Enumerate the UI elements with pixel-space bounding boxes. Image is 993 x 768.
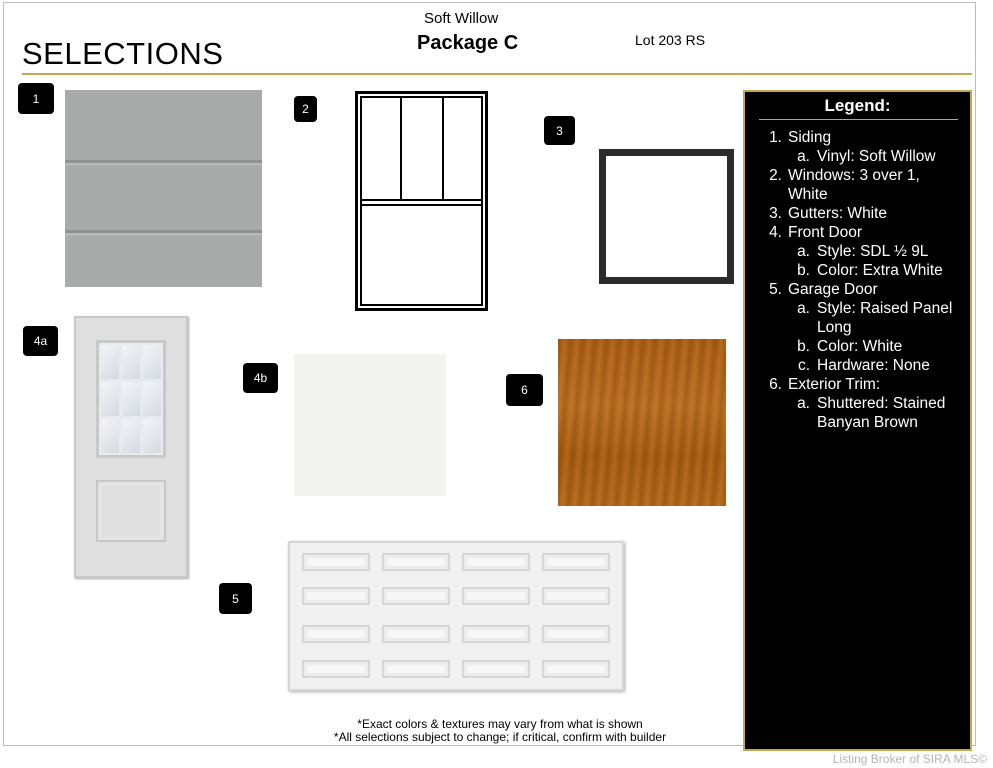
package-name: Package C xyxy=(417,32,519,54)
badge-2: 2 xyxy=(294,96,317,122)
legend-item xyxy=(745,166,970,185)
legend-item-text: Vinyl: Soft Willow xyxy=(817,148,936,165)
legend-item-text: Shuttered: Stained xyxy=(817,395,946,412)
legend-panel xyxy=(743,90,972,751)
community-name: Soft Willow xyxy=(424,10,499,27)
garage-panel xyxy=(462,553,530,571)
legend-item-number: a. xyxy=(797,243,810,260)
garage-panel xyxy=(302,587,370,605)
legend-item-number: 5. xyxy=(769,281,782,298)
badge-3: 3 xyxy=(544,116,575,145)
legend-item-number: b. xyxy=(797,338,810,355)
garage-panel xyxy=(302,660,370,678)
legend-item xyxy=(745,337,970,356)
legend-item xyxy=(745,356,970,375)
legend-item xyxy=(745,375,970,394)
legend-item-text: Style: Raised Panel xyxy=(817,300,953,317)
legend-item-text: Color: White xyxy=(817,338,903,355)
legend-item-number: 6. xyxy=(769,376,782,393)
garage-panel xyxy=(542,660,610,678)
door-glass-grid xyxy=(96,340,166,458)
garage-panel xyxy=(382,660,450,678)
garage-panel xyxy=(462,660,530,678)
garage-panel xyxy=(302,625,370,643)
legend-item-number: a. xyxy=(797,395,810,412)
garage-panel xyxy=(462,625,530,643)
legend-item-number: a. xyxy=(797,148,810,165)
disclaimer-colors: *Exact colors & textures may vary from what is shown xyxy=(357,717,643,731)
legend-item-text: Gutters: White xyxy=(788,205,888,222)
legend-item-text: Banyan Brown xyxy=(817,414,918,431)
legend-item xyxy=(745,394,970,413)
legend-item xyxy=(745,185,970,204)
header-divider xyxy=(22,73,972,75)
legend-list xyxy=(745,128,970,432)
legend-item-number: b. xyxy=(797,262,810,279)
legend-title: Legend: xyxy=(824,96,891,115)
legend-item xyxy=(745,223,970,242)
legend-item-number: 4. xyxy=(769,224,782,241)
legend-item-number: 1. xyxy=(769,129,782,146)
lot-number: Lot 203 RS xyxy=(635,32,706,48)
legend-item-number: 2. xyxy=(769,167,782,184)
legend-item-text: Garage Door xyxy=(788,281,878,298)
badge-6: 6 xyxy=(506,374,543,406)
garage-panel xyxy=(542,553,610,571)
legend-item-text: Front Door xyxy=(788,224,863,241)
mls-watermark: Listing Broker of SIRA MLS© xyxy=(832,752,987,766)
disclaimer-changes: *All selections subject to change; if critical, confirm with builder xyxy=(333,730,667,744)
siding-lap-line xyxy=(65,230,262,233)
legend-item xyxy=(745,413,970,432)
page-title: SELECTIONS xyxy=(22,36,224,71)
window-grid-icon xyxy=(358,94,485,308)
garage-panel xyxy=(462,587,530,605)
garage-panel xyxy=(542,625,610,643)
legend-item-text: Hardware: None xyxy=(817,357,930,374)
legend-item xyxy=(745,261,970,280)
legend-item xyxy=(745,147,970,166)
legend-item xyxy=(745,204,970,223)
siding-swatch xyxy=(65,90,262,287)
legend-item xyxy=(745,128,970,147)
legend-item xyxy=(745,318,970,337)
gutter-profile xyxy=(599,149,734,284)
legend-item-number: c. xyxy=(797,357,810,374)
legend-item-number: 3. xyxy=(769,205,782,222)
window-diagram xyxy=(355,91,488,311)
legend-item-text: White xyxy=(788,186,828,203)
front-door-image xyxy=(74,316,188,578)
legend-divider xyxy=(759,119,958,120)
garage-panel xyxy=(302,553,370,571)
legend-item-text: Color: Extra White xyxy=(817,262,943,279)
legend-item-text: Siding xyxy=(788,129,832,146)
badge-4b: 4b xyxy=(243,363,278,393)
garage-panel xyxy=(382,553,450,571)
siding-lap-line xyxy=(65,160,262,163)
garage-panel xyxy=(382,587,450,605)
door-panel xyxy=(96,480,166,542)
legend-item-text: Windows: 3 over 1, xyxy=(788,167,920,184)
legend-item-number: a. xyxy=(797,300,810,317)
trim-wood-swatch xyxy=(558,339,726,506)
badge-1: 1 xyxy=(18,83,54,114)
badge-5: 5 xyxy=(219,583,252,614)
legend-item-text: Long xyxy=(817,319,852,336)
garage-panel xyxy=(542,587,610,605)
legend-item xyxy=(745,299,970,318)
badge-4a: 4a xyxy=(23,326,58,356)
legend-item-text: Exterior Trim: xyxy=(788,376,881,393)
legend-item-text: Style: SDL ½ 9L xyxy=(817,243,929,260)
legend-item xyxy=(745,280,970,299)
garage-door-image xyxy=(288,541,624,691)
garage-panel xyxy=(382,625,450,643)
door-color-swatch xyxy=(294,354,446,496)
legend-item xyxy=(745,242,970,261)
